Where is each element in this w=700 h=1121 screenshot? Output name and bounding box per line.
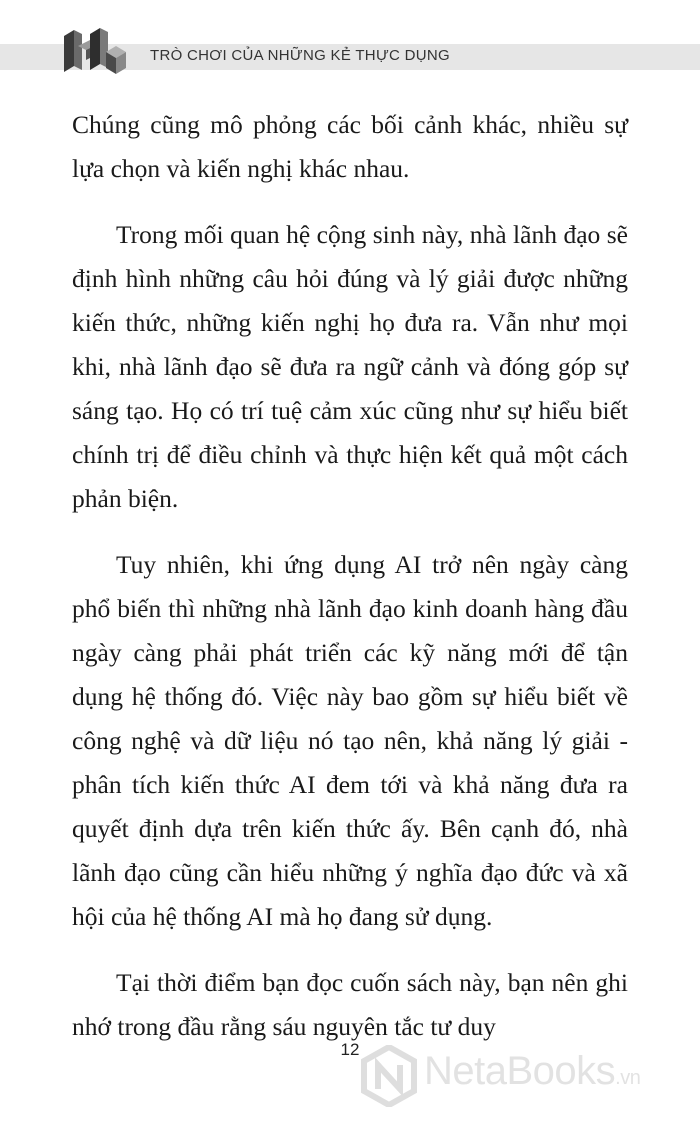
paragraph-3: Tuy nhiên, khi ứng dụng AI trở nên ngày càng phổ biến thì những nhà lãnh đạo kinh doanh hàng đầu ngày càng phải phát triển các kỹ năng mới để tận dụng hệ thống đó. Việc này bao gồm sự hiểu biết về công nghệ và dữ liệu nó tạo nên, khả năng lý giải - phân tích kiến thức AI đem tới và khả năng đưa ra quyết định dựa trên kiến thức ấy. Bên cạnh đó, nhà lãnh đạo cũng cần hiểu những ý nghĩa đạo đức và xã hội của hệ thống AI mà họ đang sử dụng. — [72, 550, 628, 931]
watermark — [360, 1045, 695, 1115]
body-text — [72, 103, 628, 1071]
netabooks-logo-icon — [360, 1045, 418, 1107]
book-logo-icon — [60, 22, 132, 80]
watermark-brand: NetaBooks — [424, 1049, 616, 1093]
watermark-suffix: .vn — [615, 1067, 641, 1089]
paragraph-4: Tại thời điểm bạn đọc cuốn sách này, bạn nên ghi nhớ trong đầu rằng sáu nguyên tắc tư duy — [72, 968, 628, 1041]
running-title: TRÒ CHƠI CỦA NHỮNG KẺ THỰC DỤNG — [150, 47, 451, 64]
paragraph-2: Trong mối quan hệ cộng sinh này, nhà lãnh đạo sẽ định hình những câu hỏi đúng và lý giải được những kiến thức, những kiến nghị họ đưa ra. Vẫn như mọi khi, nhà lãnh đạo sẽ đưa ra ngữ cảnh và đóng góp sự sáng tạo. Họ có trí tuệ cảm xúc cũng như sự hiểu biết chính trị để điều chỉnh và thực hiện kết quả một cách phản biện. — [72, 220, 628, 513]
watermark-text — [424, 1049, 640, 1094]
paragraph-1: Chúng cũng mô phỏng các bối cảnh khác, nhiều sự lựa chọn và kiến nghị khác nhau. — [72, 110, 628, 183]
page-number: 12 — [340, 1040, 360, 1059]
